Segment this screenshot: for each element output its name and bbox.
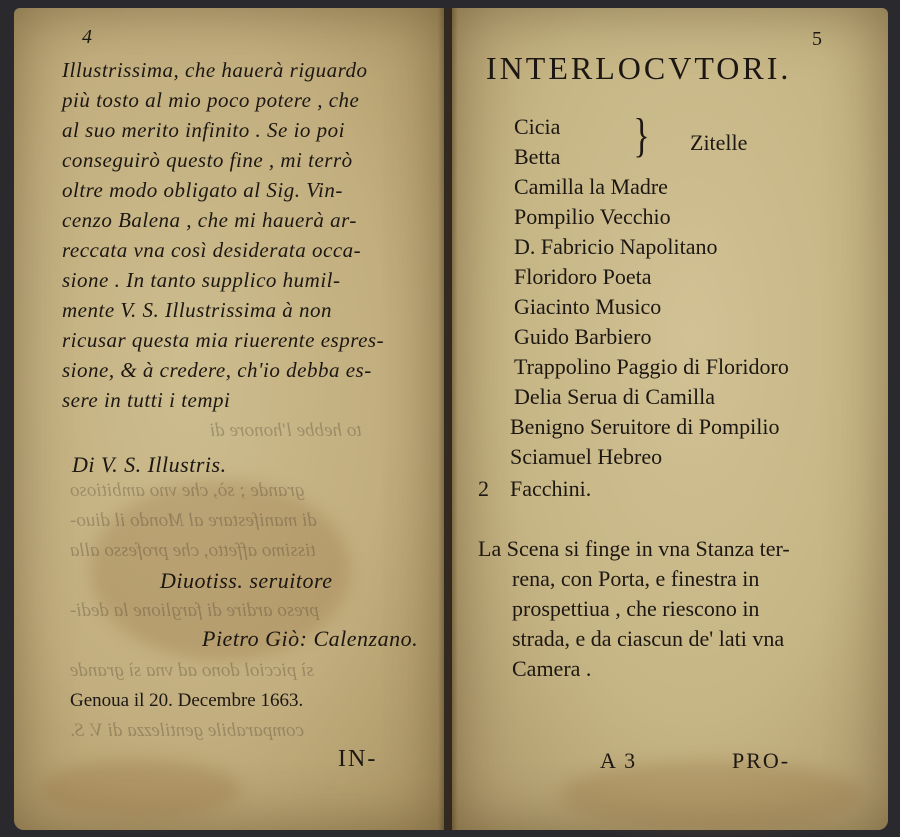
signature: Pietro Giò: Calenzano. xyxy=(202,626,419,651)
page-title: INTERLOCVTORI. xyxy=(486,50,792,86)
text-line: cenzo Balena , che mi hauerà ar- xyxy=(62,208,357,232)
cast-member: Benigno Seruitore di Pompilio xyxy=(510,414,780,439)
date-line: Genoua il 20. Decembre 1663. xyxy=(70,690,304,711)
cast-member: Floridoro Poeta xyxy=(514,264,652,289)
cast-member: Cicia xyxy=(514,114,561,139)
page-number: 4 xyxy=(82,26,92,48)
text-line: sione, & à credere, ch'io debba es- xyxy=(62,358,372,382)
text-line: Illustrissima, che hauerà riguardo xyxy=(62,58,368,82)
brace-label: Zitelle xyxy=(690,130,748,155)
cast-member: Giacinto Musico xyxy=(514,294,662,319)
text-line: sione . In tanto supplico humil- xyxy=(62,268,341,292)
cast-member: D. Fabricio Napolitano xyxy=(514,234,718,259)
show-through-text: comparabile gentilezza di V. S. xyxy=(70,720,304,741)
closing: Diuotiss. seruitore xyxy=(160,568,333,593)
brace-mark: } xyxy=(633,109,650,162)
show-through-text: grande ; sò, che vno ambitioso xyxy=(70,480,305,501)
catchword: PRO- xyxy=(732,748,791,773)
text-line: più tosto al mio poco potere , che xyxy=(62,88,360,112)
page-number: 5 xyxy=(812,28,822,50)
cast-member: Trappolino Paggio di Floridoro xyxy=(514,354,789,379)
cast-member: Delia Serua di Camilla xyxy=(514,384,715,409)
show-through-text: sì picciol dono ad vna sì grande xyxy=(70,660,314,681)
show-through-text: preso ardire di farglione la dedi- xyxy=(70,600,319,621)
cast-count: 2 xyxy=(478,476,489,501)
page-stain xyxy=(40,760,240,820)
cast-member: Betta xyxy=(514,144,561,169)
text-line: oltre modo obligato al Sig. Vin- xyxy=(62,178,343,202)
show-through-text: tissimo affetto, che professo alla xyxy=(70,540,316,561)
text-line: conseguirò questo fine , mi terrò xyxy=(62,148,353,172)
show-through-text: to hebbe l'honore di xyxy=(210,420,362,441)
show-through-text: di manifestare al Mondo il diuo- xyxy=(70,510,317,531)
cast-member: Pompilio Vecchio xyxy=(514,204,671,229)
cast-member: Guido Barbiero xyxy=(514,324,652,349)
text-line: prospettiua , che riescono in xyxy=(512,596,760,621)
cast-member: Sciamuel Hebreo xyxy=(510,444,663,469)
book-gutter xyxy=(438,8,458,830)
catchword: IN- xyxy=(338,746,378,772)
text-line: Camera . xyxy=(512,656,592,681)
text-line: al suo merito infinito . Se io poi xyxy=(62,118,345,142)
text-line: sere in tutti i tempi xyxy=(62,388,231,412)
cast-member: Facchini. xyxy=(510,476,592,501)
text-line: La Scena si finge in vna Stanza ter- xyxy=(478,536,790,561)
text-line: rena, con Porta, e finestra in xyxy=(512,566,760,591)
text-line: strada, e da ciascun de' lati vna xyxy=(512,626,785,651)
cast-member: Camilla la Madre xyxy=(514,174,668,199)
text-line: ricusar questa mia riuerente espres- xyxy=(62,328,385,352)
text-line: reccata vna così desiderata occa- xyxy=(62,238,362,262)
signature-mark: A 3 xyxy=(600,748,638,773)
salutation: Di V. S. Illustris. xyxy=(72,452,227,477)
text-line: mente V. S. Illustrissima à non xyxy=(62,298,333,322)
